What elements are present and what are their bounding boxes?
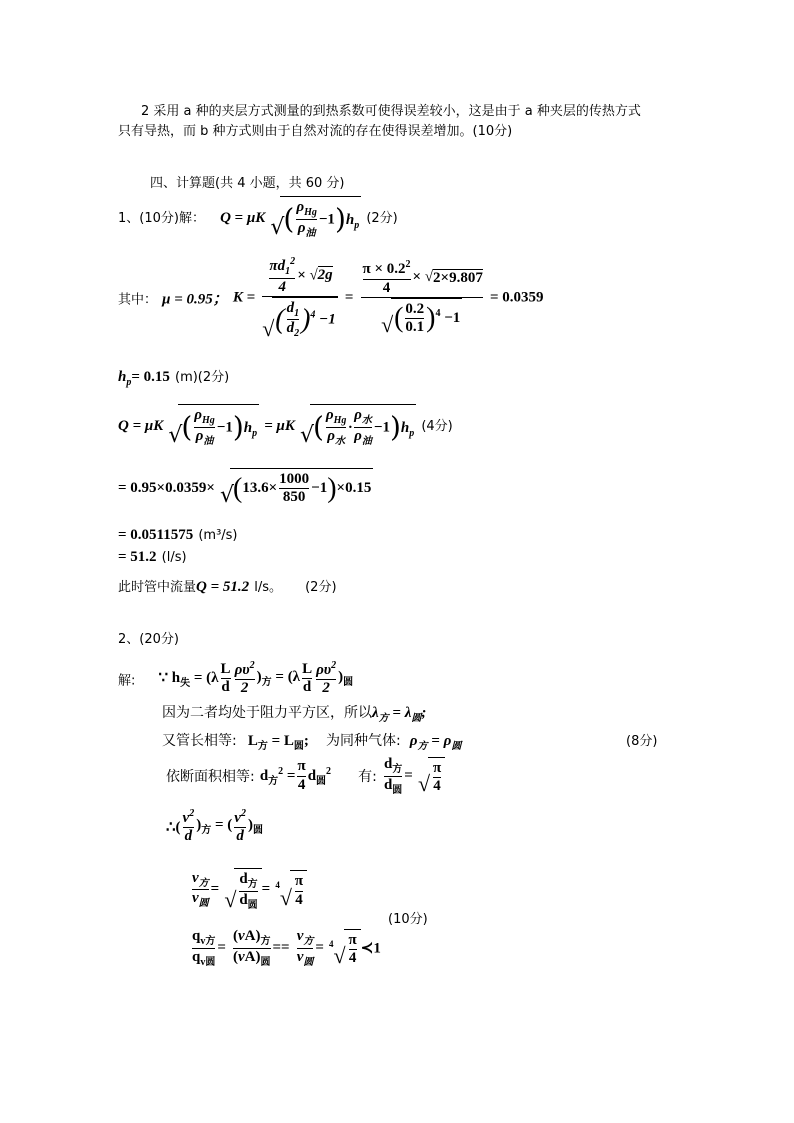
q2-line-e: $\frac{v_方}{v_圆}$ = √ $\frac{d_方}{d_圆}$ = $^4$ √ $\frac{\pi}{4}$ bbox=[190, 868, 307, 911]
q1-score-3: (4分) bbox=[421, 419, 453, 434]
q2-line-a-text: 因为二者均处于阻力平方区，所以 bbox=[162, 705, 372, 721]
q1-formula-row: 1、(10分)解： Q = μK √ ( $\frac{\rho_{Hg}}{\rho_油}$ $-1)h_p$ (2分) bbox=[118, 196, 398, 239]
q1-result-2 bbox=[118, 546, 187, 566]
q1-res2-unit: (l/s) bbox=[161, 550, 187, 565]
q1-calc-tail: ×0.15 bbox=[336, 480, 372, 497]
q1-where: 其中： bbox=[118, 292, 158, 308]
q2-line-c2-text: 有: bbox=[358, 769, 377, 785]
q1-label: 1、(10分)解： bbox=[118, 211, 205, 226]
q2-line-f: $\frac{q_{v方}}{q_{v圆}}$ = $\frac{(vA)_方}{(vA)_圆}$ == $\frac{v_方}{v_圆}$ = $^4$ √ $\frac{\pi}{4}$ ≺1 bbox=[192, 928, 381, 969]
q2-label: 2、(20分) bbox=[118, 632, 179, 647]
q1-expanded-row: Q = μK √ ( $\frac{\rho_{Hg}}{\rho_油}$ $-1)h_p = \mu K$ √ ( $\frac{\rho_{Hg}}{\rho_水}$ · $\frac{\rho_水}{\rho_油}$ $-1)h_p$ (4分) bbox=[118, 404, 453, 447]
q1-k-result: = 0.0359 bbox=[489, 289, 544, 306]
q1-mu: μ = 0.95； bbox=[162, 291, 228, 308]
q1-conclusion-text: 此时管中流量 bbox=[118, 580, 197, 595]
q1-calc-line: = 0.95×0.0359× bbox=[118, 479, 215, 496]
q1-score-1: (2分) bbox=[366, 211, 398, 226]
q1-hp-row: $h_p= 0.15$ (m)(2分) bbox=[118, 369, 230, 388]
q1-hp-unit: (m)(2分) bbox=[175, 370, 230, 385]
q1-conclusion bbox=[118, 576, 337, 596]
q2-line-b: 又管长相等: $L_方 = L_圆$; 为同种气体: $\rho_方 = \rho_圆$ bbox=[162, 733, 462, 752]
q1-res2-value: = 51.2 bbox=[118, 549, 157, 565]
paragraph-line-1: 2 采用 a 种的夹层方式测量的到热系数可使得误差较小，这是由于 a 种夹层的传热方式 bbox=[141, 104, 641, 119]
q1-conclusion-value: Q = 51.2 bbox=[196, 579, 250, 595]
q1-sqrt: √ ( $\frac{\rho_{Hg}}{\rho_油}$ $-1)h_p$ bbox=[270, 196, 361, 239]
q2-line-d: ∴( $\frac{v^2}{d}$ )$_方$ = ( $\frac{v^2}{d}$ )$_圆$ bbox=[166, 808, 263, 845]
section-title: 四、计算题(共 4 小题，共 60 分) bbox=[150, 176, 345, 191]
q2-score-b: (8分) bbox=[626, 734, 658, 749]
q2-solve: 解: bbox=[118, 673, 136, 689]
q2-line-c: 依断面积相等: $d_方^2$ = $\frac{\pi}{4}$ $d_圆^2$ 有: $\frac{d_方}{d_圆}$ = √ $\frac{\pi}{4}$ bbox=[166, 756, 445, 796]
paragraph-line-2: 只有导热，而 b 种方式则由于自然对流的存在使得误差增加。(10分) bbox=[118, 124, 513, 139]
q2-score-e: (10分) bbox=[388, 912, 428, 927]
q2-line-b2-text: 为同种气体: bbox=[325, 733, 401, 749]
q2-line-c-text: 依断面积相等: bbox=[166, 769, 255, 785]
q1-calc-row: = 0.95×0.0359× √ (13.6× $\frac{1000}{850}$ −1)×0.15 bbox=[118, 468, 373, 507]
q2-line-b1-text: 又管长相等: bbox=[162, 733, 237, 749]
q1-hp-value: = 0.15 bbox=[131, 369, 170, 385]
q1-conclusion-unit: l/s。 bbox=[254, 580, 283, 595]
q1-res1-value: = 0.0511575 bbox=[118, 527, 194, 543]
q1-k-row: 其中： μ = 0.95； K = $\frac{\pi d_1^2}{4}$ × √2g √ ( $\frac{d_1}{d_2}$ )$^4$ −1 = $\frac{\pi \times 0.2^2}{4}$ × √2×9.807 √ ( $\frac{0.2}{0.1}$ )$^4$ −1 = 0.0359 bbox=[118, 256, 544, 341]
q1-res1-unit: (m³/s) bbox=[198, 528, 238, 543]
q2-line-a: 因为二者均处于阻力平方区，所以$\lambda_方 = \lambda_圆$; bbox=[162, 705, 427, 724]
q1-conclusion-score: (2分) bbox=[305, 580, 337, 595]
q1-result-1 bbox=[118, 524, 238, 544]
q2-formula-row: 解: ∵ $h_失 = (\lambda$ $\frac{L}{d}$ $\frac{\rho\upsilon^2}{2}$ )$_方 = (\lambda$ $\frac{L}{d}$ $\frac{\rho\upsilon^2}{2}$ )$_圆$ bbox=[118, 660, 354, 697]
